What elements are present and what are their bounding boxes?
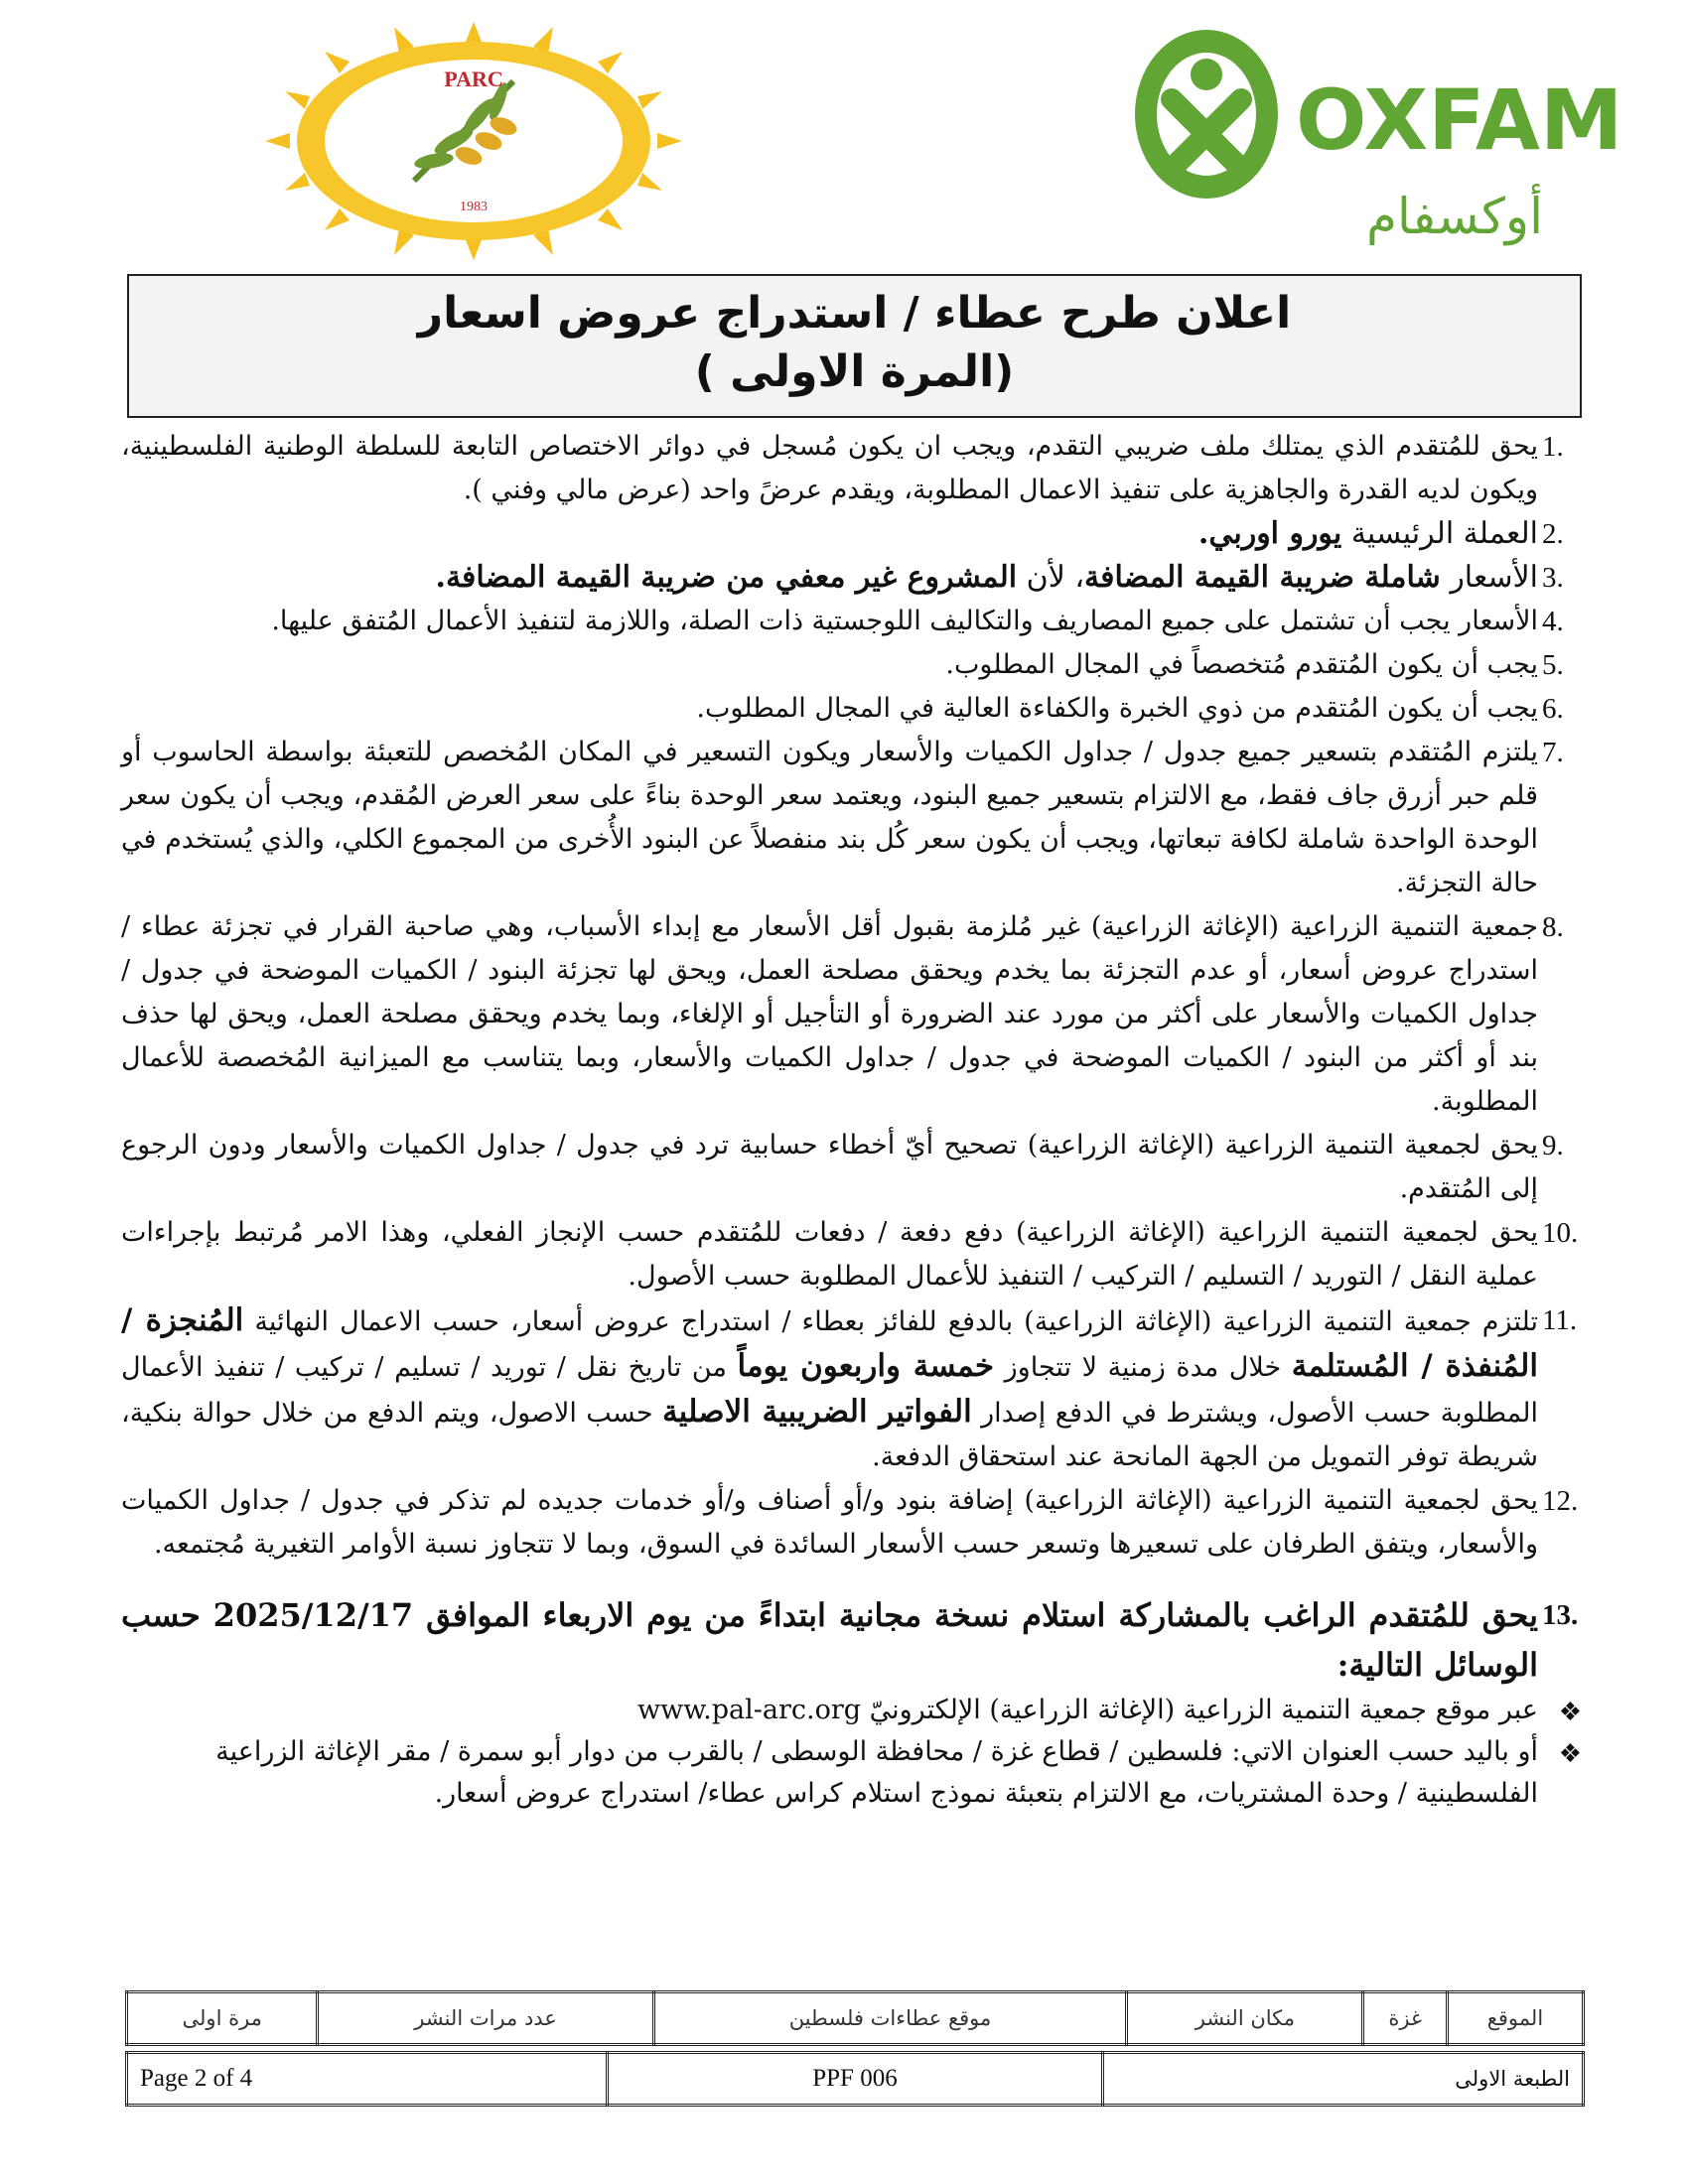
parc-logo: [260, 20, 697, 263]
table-cell: موقع عطاءات فلسطين: [653, 1992, 1127, 2045]
header-logos: [0, 0, 1688, 268]
bullet-item: ❖ عبر موقع جمعية التنمية الزراعية (الإغاثة الزراعية) الإلكترونيّ www.pal-arc.org: [121, 1690, 1586, 1731]
table-cell: مرة اولى: [127, 1992, 318, 2045]
list-item: 10. يحق لجمعية التنمية الزراعية (الإغاثة الزراعية) دفع دفعة / دفعات للمُتقدم حسب الإنجاز الفعلي، وهذا الامر مُرتبط بإجراءات عملية النقل / التوريد / التسليم / التركيب / التنفيذ للأعمال المطلوبة حسب الأصول.: [121, 1217, 1579, 1292]
list-item: 9. يحق لجمعية التنمية الزراعية (الإغاثة الزراعية) تصحيح أيّ أخطاء حسابية ترد في جدول / جداول الكميات والأسعار ودون الرجوع إلى المُتقدم.: [121, 1130, 1564, 1204]
table-cell: غزة: [1363, 1992, 1447, 2045]
oxfam-wordmark: OXFAM: [1296, 71, 1623, 169]
page-title: اعلان طرح عطاء / استدراج عروض اسعار: [417, 288, 1292, 339]
list-item: 13. يحق للمُتقدم الراغب بالمشاركة استلام نسخة مجانية ابتداءً من يوم الاربعاء الموافق 2025/12/17 حسب الوسائل التالية:: [121, 1596, 1579, 1684]
table-cell: الموقع: [1447, 1992, 1583, 2045]
list-item: 4. الأسعار يجب أن تشتمل على جميع المصاريف والتكاليف اللوجستية ذات الصلة، واللازمة لتنفيذ الأعمال المُتفق عليها.: [271, 606, 1564, 637]
list-item: 5. يجب أن يكون المُتقدم مُتخصصاً في المجال المطلوب.: [945, 649, 1564, 681]
list-item: 6. يجب أن يكون المُتقدم من ذوي الخبرة والكفاءة العالية في المجال المطلوب.: [696, 693, 1564, 725]
edition-label: الطبعة الاولى: [1102, 2053, 1583, 2106]
parc-year: 1983: [460, 200, 488, 214]
table-cell: مكان النشر: [1127, 1992, 1363, 2045]
publication-info-table: [125, 1990, 1585, 2046]
diamond-bullet-icon: ❖: [1558, 1698, 1582, 1727]
list-item: 1. يحق للمُتقدم الذي يمتلك ملف ضريبي التقدم، ويجب ان يكون مُسجل في دوائر الاختصاص التابعة للسلطة الوطنية الفلسطينية، ويكون لديه القدرة والجاهزية على تنفيذ الاعمال المطلوبة، ويقدم عرضً واحد (عرض مالي وفني ).: [121, 431, 1564, 505]
page-footer-table: [125, 2051, 1585, 2107]
diamond-bullet-icon: ❖: [1558, 1739, 1582, 1769]
page-number: Page 2 of 4: [127, 2053, 608, 2106]
list-item: 3. الأسعار شاملة ضريبة القيمة المضافة، لأن المشروع غير معفي من ضريبة القيمة المضافة.: [435, 560, 1564, 595]
bullet-item: ❖ أو باليد حسب العنوان الاتي: فلسطين / قطاع غزة / محافظة الوسطى / بالقرب من دوار أبو سمرة / مقر الإغاثة الزراعية الفلسطينية / وحدة المشتريات، مع الالتزام بتعبئة نموذج استلام كراس عطاء/ استدراج عروض أسعار.: [121, 1731, 1586, 1815]
list-item: 7. يلتزم المُتقدم بتسعير جميع جدول / جداول الكميات والأسعار ويكون التسعير في المكان المُخصص للتعبئة بواسطة الحاسوب أو قلم حبر أزرق جاف فقط، مع الالتزام بتسعير جميع البنود، ويعتمد سعر الوحدة بناءً على سعر العرض المُقدم، ويجب أن يكون سعر الوحدة الواحدة شاملة لكافة تبعاتها، ويجب أن يكون سعر كُل بند منفصلاً عن البنود الأُخرى من المجموع الكلي، والذي يُستخدم في حالة التجزئة.: [121, 737, 1564, 898]
terms-list: [121, 425, 1586, 1815]
page-subtitle: (المرة الاولى ): [694, 346, 1015, 397]
list-item: 11. تلتزم جمعية التنمية الزراعية (الإغاثة الزراعية) بالدفع للفائز بعطاء / استدراج عروض أسعار، حسب الاعمال النهائية المُنجزة / المُنفذة / المُستلمة خلال مدة زمنية لا تتجاوز خمسة واربعون يوماً من تاريخ نقل / توريد / تسليم / تركيب / تنفيذ الأعمال المطلوبة حسب الأصول، ويشترط في الدفع إصدار الفواتير الضريبية الاصلية حسب الاصول، ويتم الدفع من خلال حوالة بنكية، شريطة توفر التمويل من الجهة المانحة عند استحقاق الدفعة.: [121, 1302, 1578, 1472]
list-item: 2. العملة الرئيسية يورو اوربي.: [1197, 516, 1564, 551]
oxfam-logo: [1132, 20, 1623, 258]
list-item: 8. جمعية التنمية الزراعية (الإغاثة الزراعية) غير مُلزمة بقبول أقل الأسعار مع إبداء الأسباب، وهي صاحبة القرار في تجزئة عطاء / استدراج عروض أسعار، أو عدم التجزئة بما يخدم ويحقق مصلحة العمل، ويحق لها تجزئة البنود / الكميات الموضحة في جدول / جداول الكميات والأسعار على أكثر من مورد عند الضرورة أو التأجيل أو الإلغاء، وبما يخدم ويحقق مصلحة العمل، ويحق لها حذف بند أو أكثر من البنود / الكميات الموضحة في جدول / جداول الكميات والأسعار، وبما يتناسب مع الميزانية المُخصصة للأعمال المطلوبة.: [121, 911, 1564, 1117]
table-cell: عدد مرات النشر: [318, 1992, 653, 2045]
parc-acronym: PARC: [444, 67, 503, 91]
form-code: PPF 006: [608, 2053, 1103, 2106]
announcement-title-box: [127, 274, 1582, 418]
oxfam-arabic-wordmark: أوكسفام: [1366, 188, 1543, 245]
list-item: 12. يحق لجمعية التنمية الزراعية (الإغاثة الزراعية) إضافة بنود و/أو أصناف و/أو خدمات جديده لم تذكر في جدول / جداول الكميات والأسعار، ويتفق الطرفان على تسعيرها وتسعر حسب الأسعار السائدة في السوق، وبما لا تتجاوز نسبة الأوامر التغيرية مُجتمعه.: [121, 1485, 1579, 1560]
